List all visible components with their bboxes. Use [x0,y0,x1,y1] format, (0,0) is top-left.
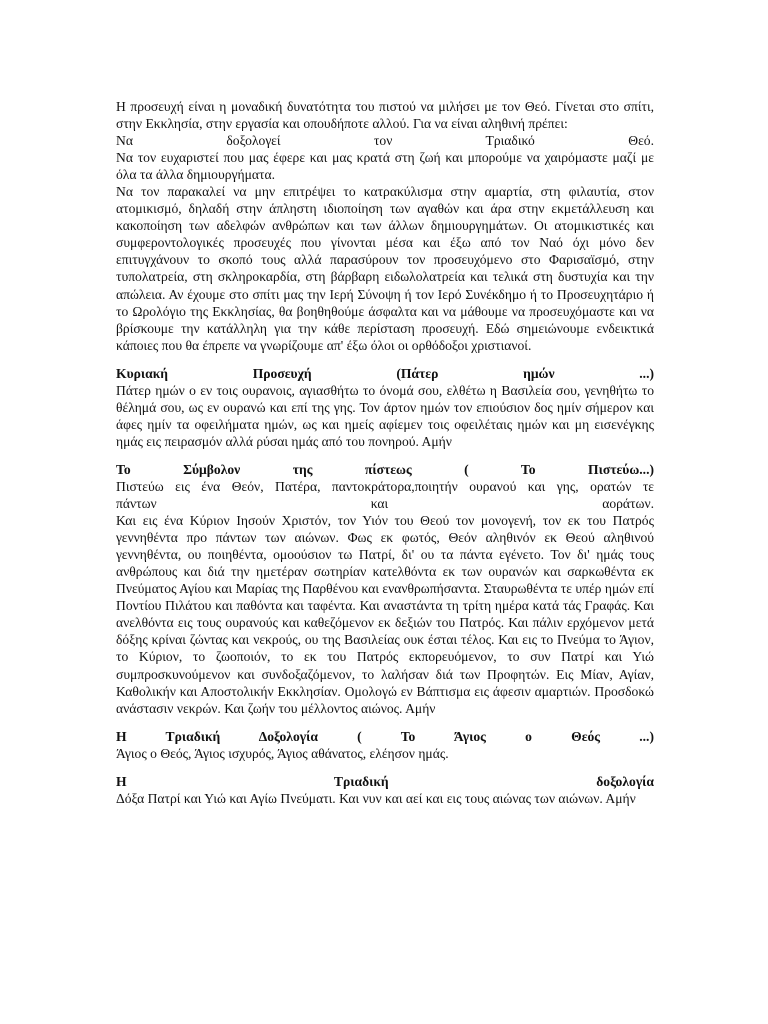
section-body: Πάτερ ημών ο εν τοις ουρανοις, αγιασθήτω το όνομά σου, ελθέτω η Βασιλεία σου, γενηθήτω το θέλημά σου, ως εν ουρανώ και επί της γης. Τον άρτον ημών τον επιούσιον δος ημίν σήμερον και άφες ημίν τα οφειλήματα ημών, ως και ημείς αφίεμεν τοις οφειλέταις ημών και μη εισενέγκης ημάς εις πειρασμόν αλλά ρύσαι ημάς από του πονηρού. Αμήν [116,382,654,449]
creed-line-2: πάντων και αοράτων. [116,496,654,512]
section-body: Και εις ένα Κύριον Ιησούν Χριστόν, τον Υιόν του Θεού τον μονογενή, τον εκ του Πατρός γεννηθέντα προ πάντων των αιώνων. Φως εκ φωτός, Θεόν αληθινόν εκ Θεού αληθινού γεννηθέντα, ου ποιηθέντα, ομοούσιον τω Πατρί, δι' ου τα πάντα εγένετο. Τον δι' ημάς τους ανθρώπους και διά την ημετέραν σωτηρίαν κατελθόντα εκ των ουρανών και σαρκωθέντα εκ Πνεύματος Αγίου και Μαρίας της Παρθένου και ενανθρωπήσαντα. Σταυρωθέντα τε υπέρ ημών επί Ποντίου Πιλάτου και παθόντα και ταφέντα. Και αναστάντα τη τρίτη ημέρα κατά τάς Γραφάς. Και ανελθόντα εις τους ουρανούς και καθεζόμενον εκ δεξιών του Πατρός. Και πάλιν ερχόμενον μετά δόξης κρίναι ζώντας και νεκρούς, ου της Βασιλείας ουκ έσται τέλος. Και εις το Πνεύμα το Άγιον, το Κύριον, το ζωοποιόν, το εκ του Πατρός εκπορευόμενον, το συν Πατρί και Υιώ συμπροσκυνούμενον και συνδοξαζόμενον, το λαλήσαν διά των Προφητών. Εις Μίαν, Αγίαν, Καθολικήν και Αποστολικήν Εκκλησίαν. Ομολογώ εν Βάπτισμα εις άφεσιν αμαρτιών. Προσδοκώ ανάστασιν νεκρών. Και ζωήν του μέλλοντος αιώνος. Αμήν [116,513,654,716]
section-heading: Το Σύμβολον της πίστεως ( Το Πιστεύω...) [116,461,654,477]
section-body: Άγιος ο Θεός, Άγιος ισχυρός, Άγιος αθάνατος, ελέησον ημάς. [116,745,449,761]
intro-line-doxology: Να δοξολογεί τον Τριαδικό Θεό. [116,133,654,149]
section-trisagion [116,728,654,762]
intro-section [116,98,654,354]
document-page [116,98,654,807]
section-body: Δόξα Πατρί και Υιώ και Αγίω Πνεύματι. Και νυν και αεί και εις τους αιώνας των αιώνων. Αμήν [116,790,636,806]
section-lords-prayer [116,365,654,450]
intro-paragraph: Η προσευχή είναι η μοναδική δυνατότητα του πιστού να μιλήσει με τον Θεό. Γίνεται στο σπίτι, στην Εκκλησία, στην εργασία και οπουδήποτε αλλού. Για να είναι αληθινή πρέπει: [116,99,654,132]
creed-line-1: Πιστεύω εις ένα Θεόν, Πατέρα, παντοκράτορα,ποιητήν ουρανού και γης, ορατών τε [116,478,654,494]
section-doxology [116,773,654,807]
intro-paragraph-main: Να τον παρακαλεί να μην επιτρέψει το κατρακύλισμα στην αμαρτία, στη φιλαυτία, στον ατομικισμό, δηλαδή στην άπληστη ιδιοποίηση των αγαθών και άρα στην εκμετάλλευση και κακοποίηση των αδελφών ανθρώπων και των άλλων δημιουργημάτων. Οι ατομικιστικές και συμφεροντολογικές προσευχές που γίνονται μέσα και έξω από τον Ναό όχι μόνο δεν επιτυγχάνουν το σκοπό τους αλλά παρασύρουν τον προσευχόμενο στο Φαρισαϊσμό, στην τυπολατρεία, στη σκληροκαρδία, στη βάρβαρη ειδωλολατρεία και τελικά στη δυστυχία και την απώλεια. Αν έχουμε στο σπίτι μας την Ιερή Σύνοψη ή τον Ιερό Συνέκδημο ή το Προσευχητάριο ή το Ωρολόγιο της Εκκλησίας, θα βοηθηθούμε άσφαλτα και να μάθουμε να προσευχόμαστε και να βρίσκουμε την κατάλληλη για την κάθε περίσταση προσευχή. Εδώ σημειώνουμε ενδεικτικά κάποιες που θα έπρεπε να γνωρίζουμε απ' έξω όλοι οι ορθόδοξοι χριστιανοί. [116,184,654,353]
section-heading: Η Τριαδική δοξολογία [116,773,654,789]
section-heading: Η Τριαδική Δοξολογία ( Το Άγιος ο Θεός ...) [116,728,654,744]
section-creed [116,461,654,717]
section-heading: Κυριακή Προσευχή (Πάτερ ημών ...) [116,365,654,381]
intro-line-thanks: Να τον ευχαριστεί που μας έφερε και μας κρατά στη ζωή και μπορούμε να χαιρόμαστε μαζί με όλα τα άλλα δημιουργήματα. [116,150,654,183]
